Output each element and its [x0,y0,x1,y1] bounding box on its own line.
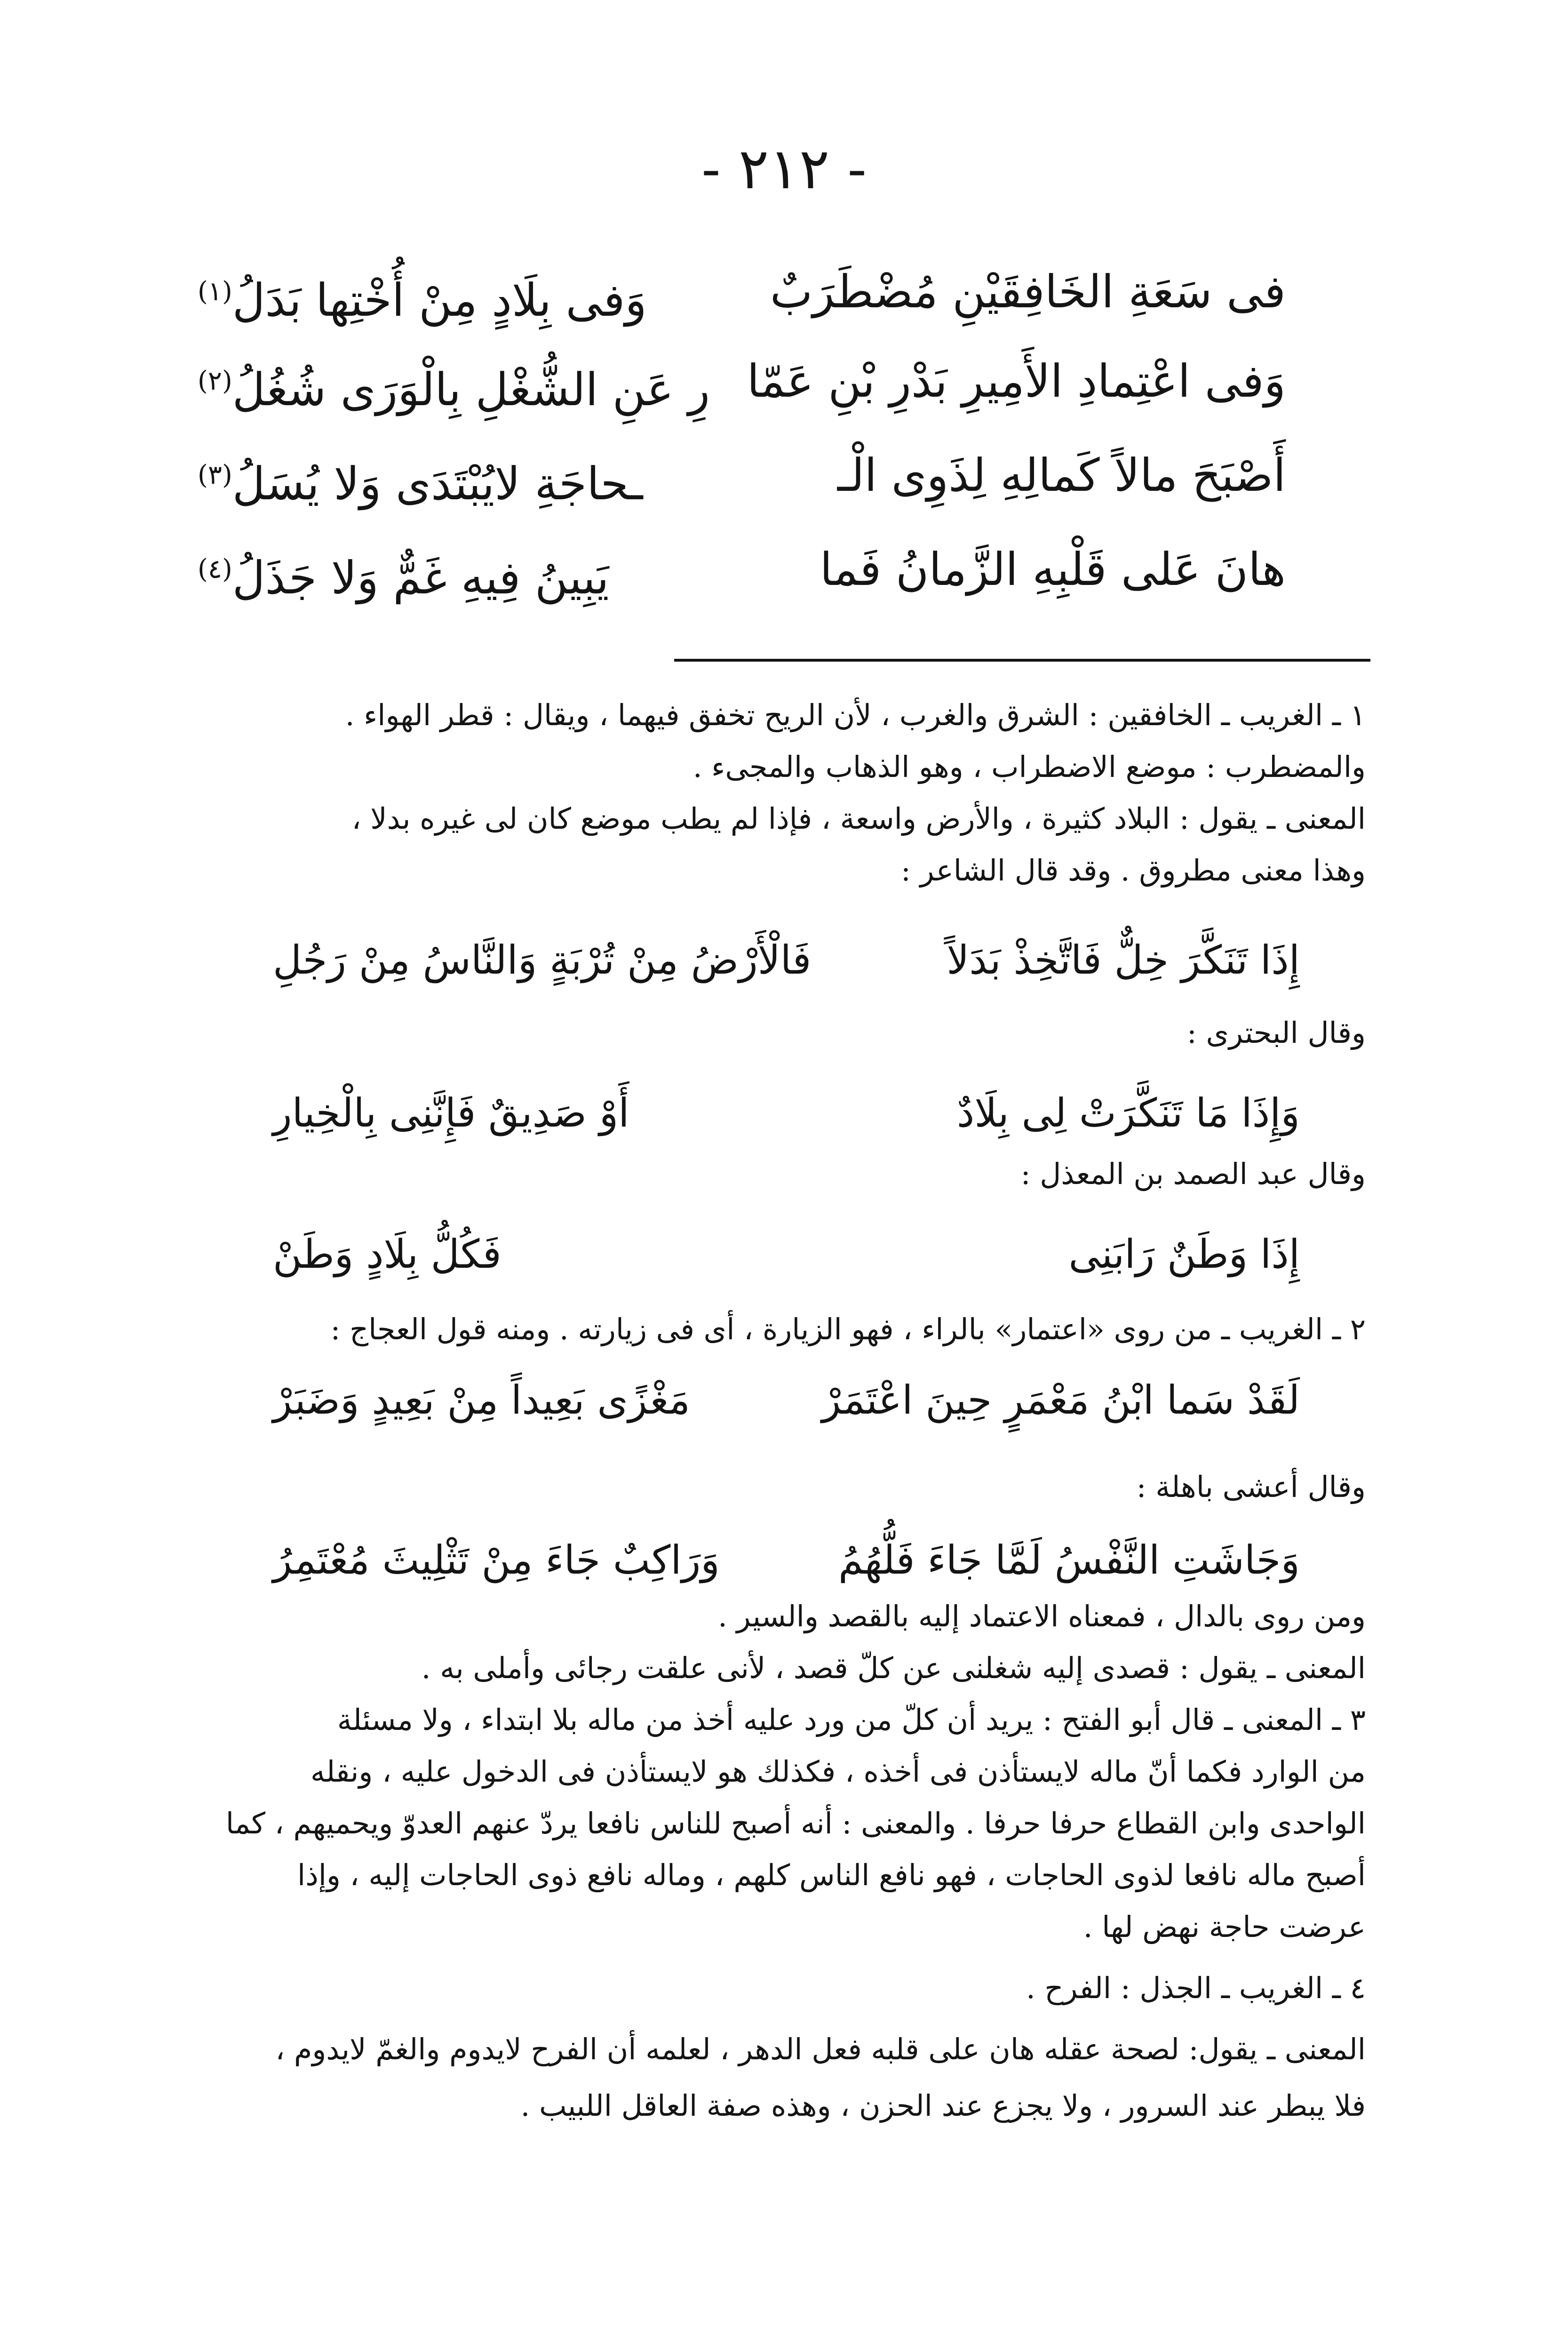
note-line: أصبح ماله نافعا لذوى الحاجات ، فهو نافع الناس كلهم ، وماله نافع ذوى الحاجات إليه ، وإذا [297,1858,1366,1892]
quoted-verse [273,1078,1300,1148]
quoted-first-hemistich: وَجَاشَتِ النَّفْسُ لَمَّا جَاءَ فَلُّهُمُ [838,1537,1300,1583]
note-line: ١ ـ الغريب ـ الخافقين : الشرق والغرب ، لأن الريح تخفق فيهما ، ويقال : قطر الهواء . [345,698,1366,732]
note-line: وقال البحترى : [1186,1016,1366,1050]
note-line: المعنى ـ يقول : قصدى إليه شغلنى عن كلّ قصد ، لأنى علقت رجائى وأملى به . [421,1651,1366,1685]
verse-line [198,438,1286,513]
quoted-second-hemistich: فَالْأَرْضُ مِنْ تُرْبَةٍ وَالنَّاسُ مِنْ رَجُلِ [273,937,812,983]
footnote-marker: (٢) [198,366,232,396]
note-line: المعنى ـ يقول: لصحة عقله هان على قلبه فعل الدهر ، لعلمه أن الفرح لايدوم والغمّ لايدوم ، [275,2032,1366,2066]
page-number: - ٢١٢ - [701,136,867,202]
note-line: فلا يبطر عند السرور ، ولا يجزع عند الحزن ، وهذه صفة العاقل اللبيب . [520,2088,1366,2123]
footnote-marker: (٣) [198,460,232,490]
note-line: ومن روى بالدال ، فمعناه الاعتماد إليه بالقصد والسير . [718,1599,1366,1633]
verse-second-hemistich [198,438,643,521]
verse-text: ـحاجَةِ لايُبْتَدَى وَلا يُسَلُ [232,457,643,510]
quoted-second-hemistich: أَوْ صَدِيقٌ فَإِنَّنِى بِالْخِيارِ [273,1090,629,1136]
note-line: والمضطرب : موضع الاضطراب ، وهو الذهاب والمجىء . [692,750,1366,784]
note-line: ٤ ـ الغريب ـ الجذل : الفرح . [1026,1971,1366,2005]
quoted-verse [273,1365,1300,1435]
note-line: ٢ ـ الغريب ـ من روى «اعتمار» بالراء ، فهو الزيارة ، أى فى زيارته . ومنه قول العجاج : [330,1312,1366,1346]
quoted-first-hemistich: إِذَا تَنَكَّرَ خِلٌّ فَاتَّخِذْ بَدَلاً [947,937,1300,983]
quoted-verse [273,1525,1300,1595]
quoted-verse [273,1219,1300,1289]
quoted-first-hemistich: وَإِذَا مَا تَنَكَّرَتْ لِى بِلَادٌ [956,1090,1300,1136]
verse-line [198,254,1286,329]
verse-line [198,532,1286,607]
verse-first-hemistich: أَصْبَحَ مالاً كَمالِهِ لِذَوِى الْـ [837,449,1286,502]
quoted-second-hemistich: وَرَاكِبٌ جَاءَ مِنْ تَثْلِيثَ مُعْتَمِرُ [273,1537,720,1583]
note-line: عرضت حاجة نهض لها . [1083,1910,1366,1944]
quoted-first-hemistich: لَقَدْ سَما ابْنُ مَعْمَرٍ حِينَ اعْتَمَرْ [821,1377,1300,1423]
verse-second-hemistich [198,532,609,616]
verse-line [198,344,1286,419]
quoted-second-hemistich: فَكُلُّ بِلَادٍ وَطَنْ [273,1231,501,1277]
footnote-marker: (٤) [198,554,232,584]
quoted-second-hemistich: مَغْزًى بَعِيداً مِنْ بَعِيدٍ وَضَبَرْ [273,1377,690,1423]
verse-first-hemistich: هانَ عَلى قَلْبِهِ الزَّمانُ فَما [820,543,1286,596]
note-line: وقال أعشى باهلة : [1136,1470,1366,1504]
verse-second-hemistich [198,344,710,427]
quoted-first-hemistich: إِذَا وَطَنٌ رَابَنِى [1068,1231,1300,1277]
verse-first-hemistich: وَفى اعْتِمادِ الأَمِيرِ بَدْرِ بْنِ عَمّا [747,355,1286,408]
verse-text: رِ عَنِ الشُّغْلِ بِالْوَرَى شُغُلُ [232,363,710,416]
note-line: ٣ ـ المعنى ـ قال أبو الفتح : يريد أن كلّ من ورد عليه أخذ من ماله بلا ابتداء ، ولا مسئلة [337,1703,1366,1737]
verse-text: وَفى بِلَادٍ مِنْ أُخْتِها بَدَلُ [232,274,647,327]
note-line: وهذا معنى مطروق . وقد قال الشاعر : [900,853,1366,888]
footnote-divider [674,659,1370,662]
quoted-verse [273,925,1300,995]
note-line: من الوارد فكما أنّ ماله لايستأذن فى أخذه ، فكذلك هو لايستأذن فى الدخول عليه ، ونقله [310,1754,1366,1789]
verse-first-hemistich: فى سَعَةِ الخَافِقَيْنِ مُضْطَرَبٌ [770,265,1286,318]
footnote-marker: (١) [198,276,232,307]
verse-text: يَبِينُ فِيهِ غَمٌّ وَلا جَذَلُ [232,552,609,604]
note-line: وقال عبد الصمد بن المعذل : [1020,1157,1366,1191]
note-line: المعنى ـ يقول : البلاد كثيرة ، والأرض واسعة ، فإذا لم يطب موضع كان لى غيره بدلا ، [351,801,1366,836]
note-line: الواحدى وابن القطاع حرفا حرفا . والمعنى : أنه أصبح للناس نافعا يردّ عنهم العدوّ ويحميهم ، كما [225,1806,1366,1840]
verse-second-hemistich [198,254,647,338]
